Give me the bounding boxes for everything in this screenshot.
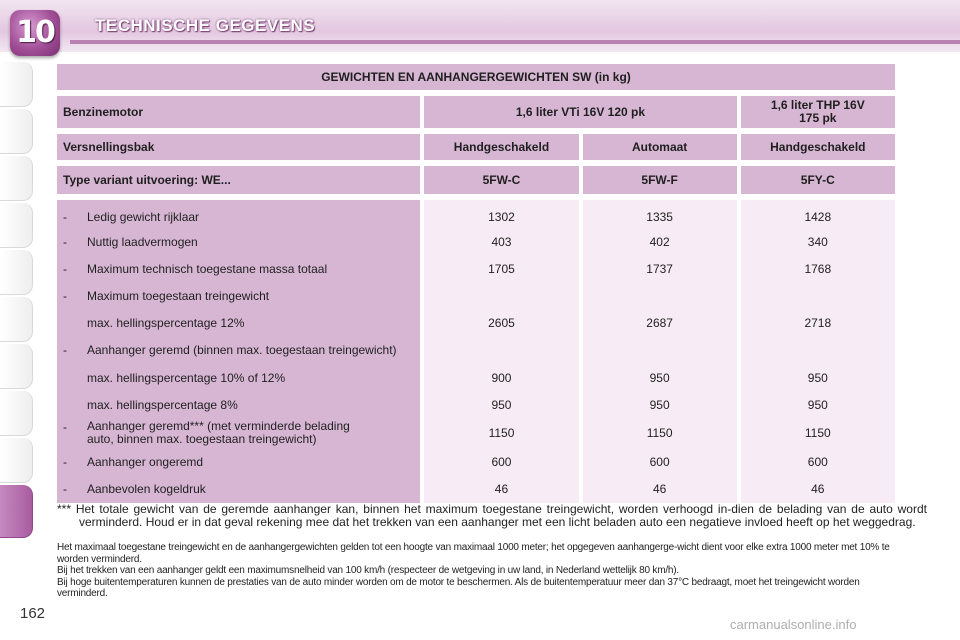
table-row (57, 391, 895, 418)
row-label-line2: auto, binnen max. toegestaan treingewicht) (87, 432, 317, 446)
row-value (741, 336, 895, 364)
row-label: Maximum toegestaan treingewicht (87, 288, 270, 303)
gearbox-1: Handgeschakeld (424, 134, 578, 160)
engine-1: 1,6 liter VTi 16V 120 pk (424, 96, 736, 128)
row-value: 402 (583, 228, 737, 255)
table-row (57, 336, 895, 364)
row-dash: - (63, 234, 67, 249)
row-label: Aanhanger geremd (binnen max. toegestaan treingewicht) (87, 343, 397, 357)
row-label: max. hellingspercentage 12% (87, 315, 245, 330)
row-value: 900 (424, 364, 578, 391)
row-value: 950 (741, 391, 895, 418)
page-number: 162 (20, 605, 46, 622)
row-value: 1150 (741, 418, 895, 448)
row-value (583, 282, 737, 309)
chapter-tab[interactable] (0, 297, 33, 342)
engine-2 (741, 96, 895, 128)
chapter-tab[interactable] (0, 109, 33, 154)
row-value: 600 (741, 448, 895, 475)
row-value: 950 (583, 364, 737, 391)
row-value: 2605 (424, 309, 578, 336)
row-value: 1705 (424, 255, 578, 282)
note-altitude: Het maximaal toegestane treingewicht en de aanhangergewichten gelden tot een hoogte van maximaal 1000 meter; het opgegeven aanhangerge-wicht dient voor elke extra 1000 meter met 10% te worden verminderd. (57, 542, 890, 565)
variant-2: 5FW-F (583, 166, 737, 194)
table-row (57, 200, 895, 228)
row-dash: - (63, 343, 67, 357)
row-value: 2718 (741, 309, 895, 336)
row-value: 600 (583, 448, 737, 475)
table-title: GEWICHTEN EN AANHANGERGEWICHTEN SW (in kg) (57, 64, 895, 90)
row-value: 1150 (424, 418, 578, 448)
row-value: 403 (424, 228, 578, 255)
row-dash: - (63, 209, 67, 224)
row-value: 950 (424, 391, 578, 418)
chapter-tab[interactable] (0, 156, 33, 201)
row-label: Aanhanger ongeremd (87, 454, 204, 469)
row-value: 46 (741, 475, 895, 503)
row-value: 46 (424, 475, 578, 503)
table-row (57, 448, 895, 475)
table-row (57, 475, 895, 503)
row-dash: - (63, 482, 67, 496)
engine-2-line2: 175 pk (799, 111, 837, 125)
row-dash: - (63, 288, 67, 303)
row-value: 600 (424, 448, 578, 475)
chapter-tab-active[interactable] (0, 485, 33, 538)
row-value (741, 282, 895, 309)
chapter-tab[interactable] (0, 62, 33, 107)
row-value: 1302 (424, 200, 578, 228)
variant-label: Type variant uitvoering: WE... (57, 166, 420, 194)
row-value: 1768 (741, 255, 895, 282)
chapter-badge: 10 (10, 10, 60, 56)
chapter-tab[interactable] (0, 438, 33, 483)
weights-table (53, 64, 899, 503)
chapter-tabs (0, 62, 34, 540)
engine-2-line1: 1,6 liter THP 16V (770, 98, 865, 112)
watermark: carmanualsonline.info (730, 617, 857, 632)
row-label-line1: Aanhanger geremd*** (met verminderde belading (87, 419, 350, 433)
variant-3: 5FY-C (741, 166, 895, 194)
note-temperature: Bij hoge buitentemperaturen kunnen de prestaties van de auto minder worden om de motor te beschermen. Als de buitentemperatuur meer dan 37°C bedraagt, moet het treingewicht worden verminderd. (57, 576, 860, 599)
row-value: 1150 (583, 418, 737, 448)
row-value: 46 (583, 475, 737, 503)
row-value (424, 282, 578, 309)
row-value: 950 (741, 364, 895, 391)
table-row (57, 418, 895, 448)
table-row (57, 309, 895, 336)
note-speed: Bij het trekken van een aanhanger geldt een maximumsnelheid van 100 km/h (respecteer de wetgeving in uw land, in Nederland wettelijk 80 km/h). (57, 565, 679, 576)
chapter-tab[interactable] (0, 391, 33, 436)
notes (57, 542, 905, 600)
row-value: 1737 (583, 255, 737, 282)
row-value: 1335 (583, 200, 737, 228)
chapter-tab[interactable] (0, 344, 33, 389)
row-value: 950 (583, 391, 737, 418)
row-value: 340 (741, 228, 895, 255)
footnote: *** Het totale gewicht van de geremde aanhanger kan, binnen het maximum toegestane treingewicht, worden verhoogd in-dien de belading van de auto wordt verminderd. Houd er in dat geval rekening mee dat het trekken van een aanhanger met een licht beladen auto een negatieve invloed heeft op het weggedrag. (57, 502, 927, 529)
row-dash: - (63, 261, 67, 276)
row-value: 2687 (583, 309, 737, 336)
row-label: max. hellingspercentage 10% of 12% (87, 370, 286, 385)
gearbox-label: Versnellingsbak (57, 134, 420, 160)
chapter-tab[interactable] (0, 203, 33, 248)
chapter-tab[interactable] (0, 250, 33, 295)
row-value (424, 336, 578, 364)
row-dash: - (63, 454, 67, 469)
table-row (57, 255, 895, 282)
variant-1: 5FW-C (424, 166, 578, 194)
row-label: Aanbevolen kogeldruk (87, 482, 206, 496)
gearbox-3: Handgeschakeld (741, 134, 895, 160)
row-label: Nuttig laadvermogen (87, 234, 198, 249)
table-row (57, 228, 895, 255)
row-label: Maximum technisch toegestane massa totaal (87, 261, 328, 276)
table-row (57, 364, 895, 391)
row-value: 1428 (741, 200, 895, 228)
row-value (583, 336, 737, 364)
table-row (57, 282, 895, 309)
row-label: Ledig gewicht rijklaar (87, 209, 200, 224)
gearbox-2: Automaat (583, 134, 737, 160)
row-dash: - (63, 420, 67, 434)
header-stripe (70, 40, 960, 44)
engine-label: Benzinemotor (57, 96, 420, 128)
row-label: max. hellingspercentage 8% (87, 397, 238, 412)
page-title: TECHNISCHE GEGEVENS (95, 16, 316, 35)
